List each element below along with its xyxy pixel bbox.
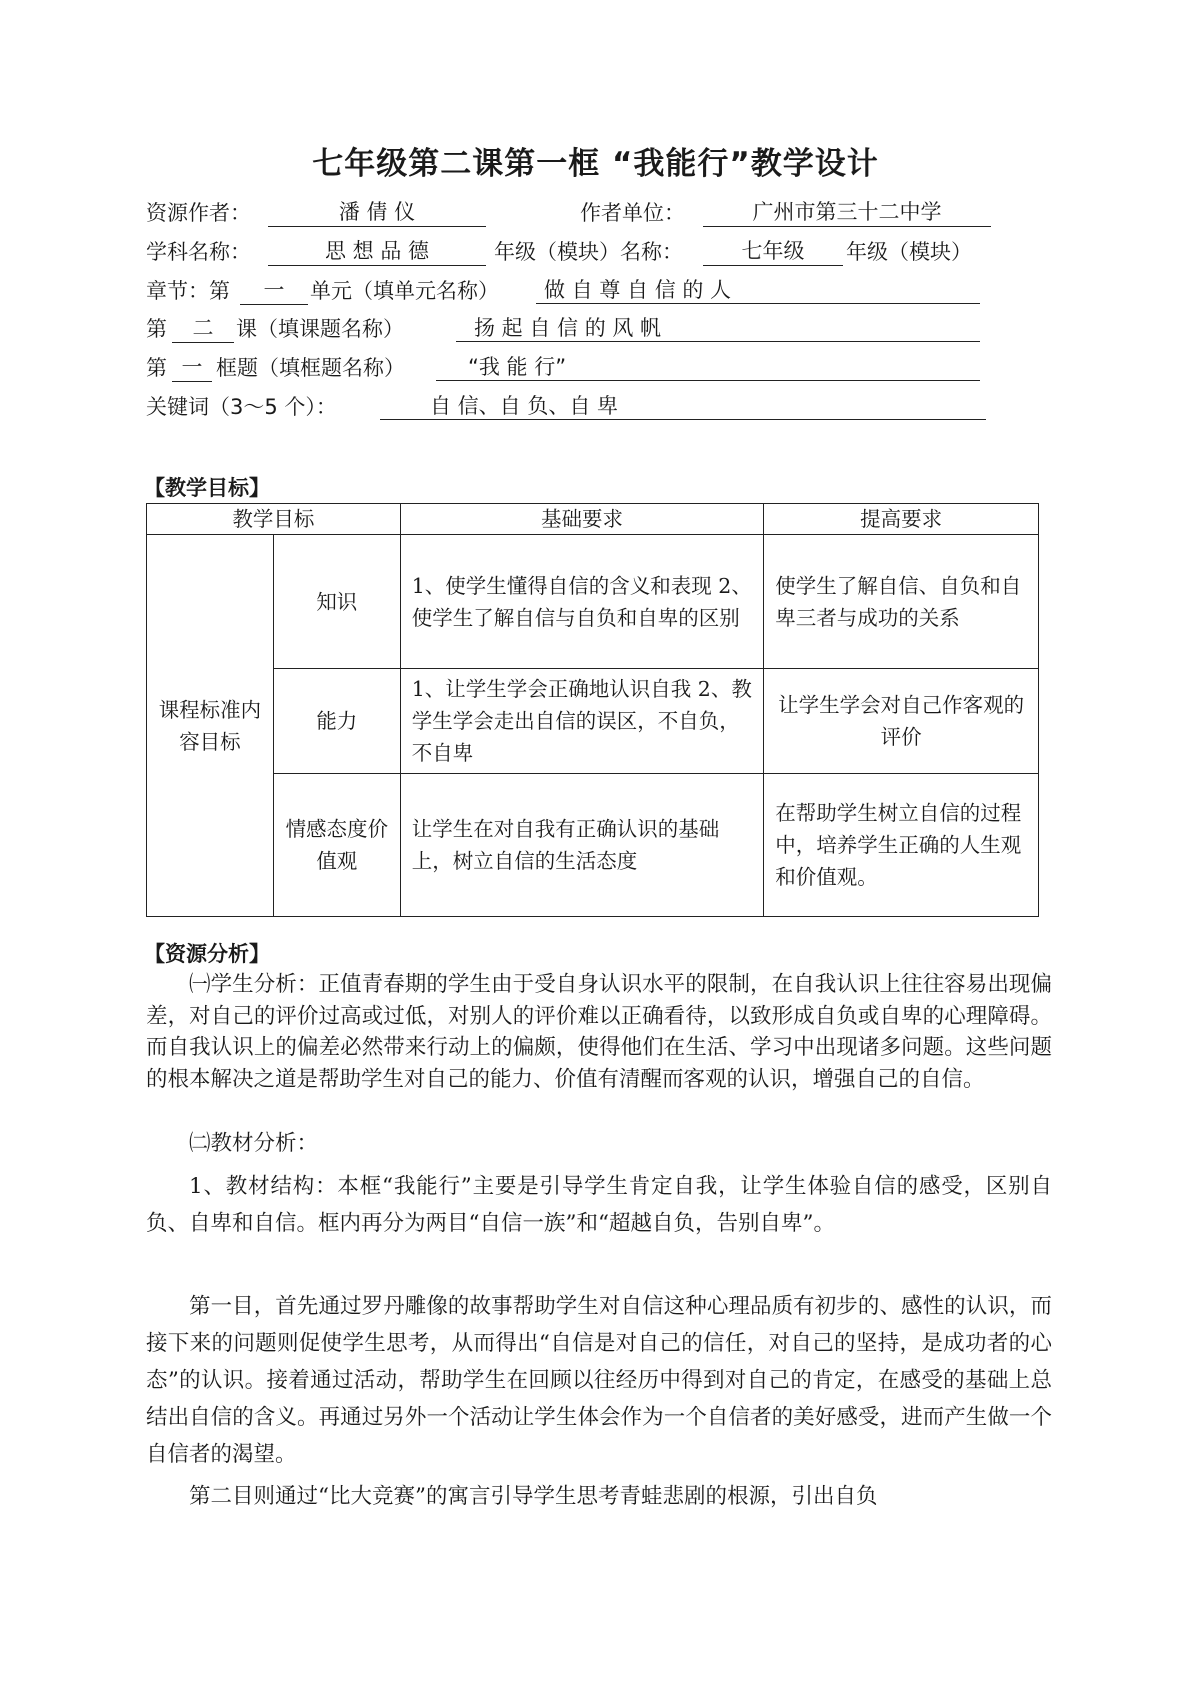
goals-basic: 让学生在对自我有正确认识的基础上，树立自信的生活态度 bbox=[400, 774, 764, 917]
goals-basic: 1、使学生懂得自信的含义和表现 2、使学生了解自信与自负和自卑的区别 bbox=[400, 535, 764, 669]
goals-header-cell: 提高要求 bbox=[764, 504, 1039, 535]
goals-heading: 【教学目标】 bbox=[144, 476, 270, 500]
grade-label: 年级（模块）名称： bbox=[494, 240, 683, 264]
document-title: 七年级第二课第一框 “我能行”教学设计 bbox=[312, 146, 879, 182]
chapter-label: 单元（填单元名称） bbox=[310, 279, 499, 303]
grade-suffix: 年级（模块） bbox=[846, 240, 972, 264]
goals-header-row bbox=[147, 504, 1039, 535]
goals-table bbox=[146, 503, 1039, 917]
chapter-number: 一 bbox=[240, 276, 308, 305]
goals-row bbox=[147, 535, 1039, 669]
goals-category: 能力 bbox=[273, 669, 400, 774]
lesson-value: 扬 起 自 信 的 风 帆 bbox=[456, 314, 980, 342]
goals-header-cell: 基础要求 bbox=[400, 504, 764, 535]
resource-heading: 【资源分析】 bbox=[144, 942, 270, 966]
goals-advanced: 使学生了解自信、自负和自卑三者与成功的关系 bbox=[764, 535, 1039, 669]
keywords-label: 关键词（3～5 个）： bbox=[146, 395, 337, 419]
lesson-label: 课（填课题名称） bbox=[236, 317, 404, 341]
goals-advanced: 让学生学会对自己作客观的评价 bbox=[764, 669, 1039, 774]
textbook-analysis-heading: ㈡教材分析： bbox=[189, 1131, 319, 1156]
subject-value: 思 想 品 德 bbox=[268, 237, 486, 266]
second-section-paragraph: 第二目则通过“比大竞赛”的寓言引导学生思考青蛙悲剧的根源，引出自负 bbox=[189, 1484, 878, 1509]
subject-label: 学科名称： bbox=[146, 240, 251, 264]
unit-label: 作者单位： bbox=[580, 201, 685, 225]
author-value: 潘 倩 仪 bbox=[268, 198, 486, 227]
frame-prefix: 第 bbox=[146, 356, 167, 380]
frame-value: “我 能 行” bbox=[436, 353, 980, 381]
keywords-value: 自 信、自 负、自 卑 bbox=[380, 392, 986, 420]
goals-category: 情感态度价值观 bbox=[273, 774, 400, 917]
goals-row bbox=[147, 774, 1039, 917]
first-section-paragraph: 第一目，首先通过罗丹雕像的故事帮助学生对自信这种心理品质有初步的、感性的认识，而接下来的问题则促使学生思考，从而得出“自信是对自己的信任，对自己的坚持，是成功者的心态”的认识。接着通过活动，帮助学生在回顾以往经历中得到对自己的肯定，在感受的基础上总结出自信的含义。再通过另外一个活动让学生体会作为一个自信者的美好感受，进而产生做一个自信者的渴望。 bbox=[146, 1294, 1052, 1467]
lesson-number: 二 bbox=[172, 314, 234, 343]
goals-row bbox=[147, 669, 1039, 774]
textbook-structure-paragraph: 1、教材结构：本框“我能行”主要是引导学生肯定自我，让学生体验自信的感受，区别自负、自卑和自信。框内再分为两目“自信一族”和“超越自负，告别自卑”。 bbox=[146, 1174, 1052, 1236]
frame-number: 一 bbox=[172, 353, 212, 382]
grade-value: 七年级 bbox=[703, 237, 843, 266]
lesson-prefix: 第 bbox=[146, 317, 167, 341]
chapter-prefix: 章节：第 bbox=[146, 279, 230, 303]
student-analysis-paragraph: ㈠学生分析：正值青春期的学生由于受自身认识水平的限制，在自我认识上往往容易出现偏差，对自己的评价过高或过低，对别人的评价难以正确看待，以致形成自负或自卑的心理障碍。而自我认识上的偏差必然带来行动上的偏颇，使得他们在生活、学习中出现诸多问题。这些问题的根本解决之道是帮助学生对自己的能力、价值有清醒而客观的认识，增强自己的自信。 bbox=[146, 972, 1052, 1092]
unit-value: 广州市第三十二中学 bbox=[703, 198, 991, 227]
goals-group-label: 课程标准内容目标 bbox=[147, 535, 274, 917]
goals-basic: 1、让学生学会正确地认识自我 2、教学生学会走出自信的误区，不自负，不自卑 bbox=[400, 669, 764, 774]
chapter-value: 做 自 尊 自 信 的 人 bbox=[536, 276, 980, 304]
goals-category: 知识 bbox=[273, 535, 400, 669]
frame-label: 框题（填框题名称） bbox=[216, 356, 405, 380]
goals-header-cell: 教学目标 bbox=[147, 504, 401, 535]
goals-advanced: 在帮助学生树立自信的过程中，培养学生正确的人生观和价值观。 bbox=[764, 774, 1039, 917]
author-label: 资源作者： bbox=[146, 201, 251, 225]
